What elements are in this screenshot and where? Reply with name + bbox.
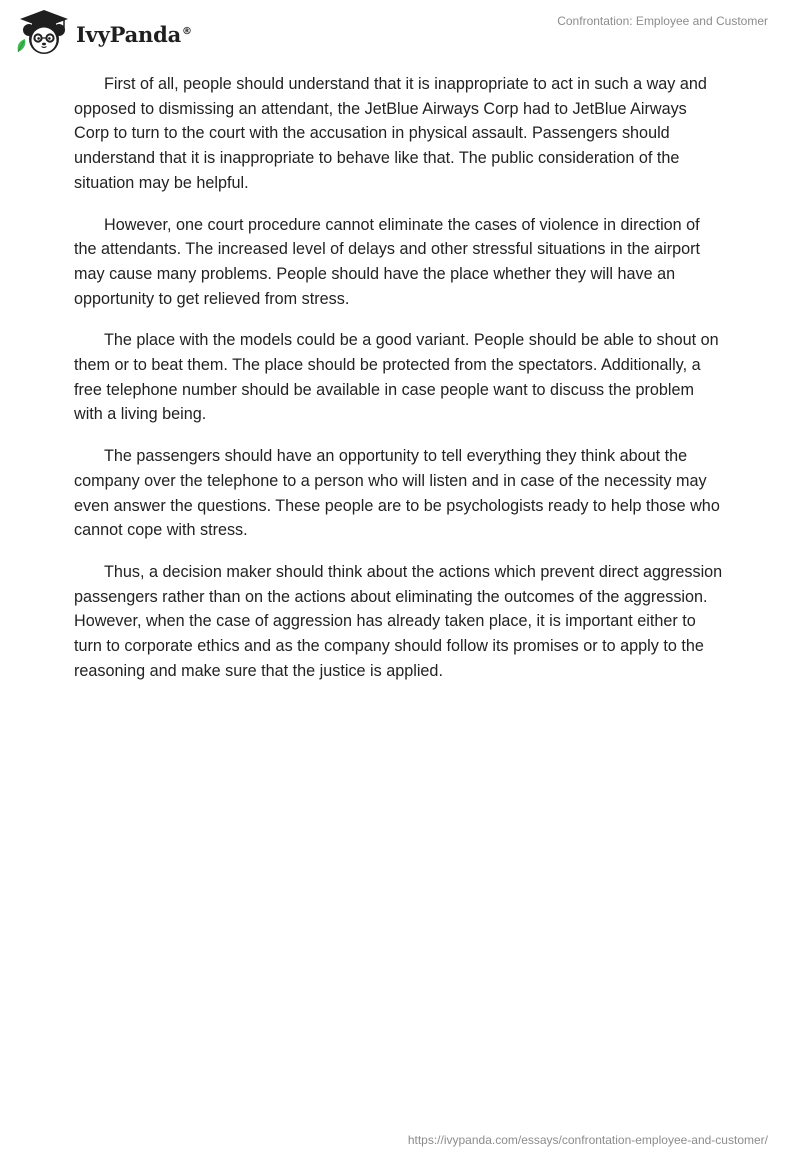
paragraph: Thus, a decision maker should think about the actions which prevent direct aggression passengers rather than on the actions about eliminating the outcomes of the aggression. However, when the case of aggression has already taken place, it is important either to turn to corporate ethics and as the company should follow its promises or to apply to the reasoning and make sure that the justice is applied. xyxy=(74,562,723,680)
paragraph: The place with the models could be a good variant. People should be able to shout on them or to beat them. The place should be protected from the spectators. Additionally, a free telephone number should be available in case people want to discuss the problem with a living being. xyxy=(74,331,719,424)
ivypanda-logo[interactable] xyxy=(14,8,192,56)
paragraph: The passengers should have an opportunity to tell everything they think about the company over the telephone to a person who will listen and in case of the necessity may even answer the questions. These people are to be psychologists ready to help those who cannot cope with stress. xyxy=(74,447,720,540)
paragraph: First of all, people should understand that it is inappropriate to act in such a way and opposed to dismissing an attendant, the JetBlue Airways Corp had to JetBlue Airways Corp to turn to the court with the accusation in physical assault. Passengers should understand that it is inappropriate to behave like that. The public consideration of the situation may be helpful. xyxy=(74,75,707,192)
panda-graduate-icon xyxy=(14,8,74,56)
essay-body xyxy=(74,72,726,700)
brand-name: IvyPanda® xyxy=(76,21,192,47)
registered-mark: ® xyxy=(182,25,192,37)
document-title: Confrontation: Employee and Customer xyxy=(557,14,768,28)
paragraph: However, one court procedure cannot eliminate the cases of violence in direction of the attendants. The increased level of delays and other stressful situations in the airport may cause many problems. People should have the place whether they will have an opportunity to get relieved from stress. xyxy=(74,215,700,308)
source-url-link[interactable]: https://ivypanda.com/essays/confrontation-employee-and-customer/ xyxy=(407,1133,768,1147)
page-header xyxy=(0,0,800,64)
